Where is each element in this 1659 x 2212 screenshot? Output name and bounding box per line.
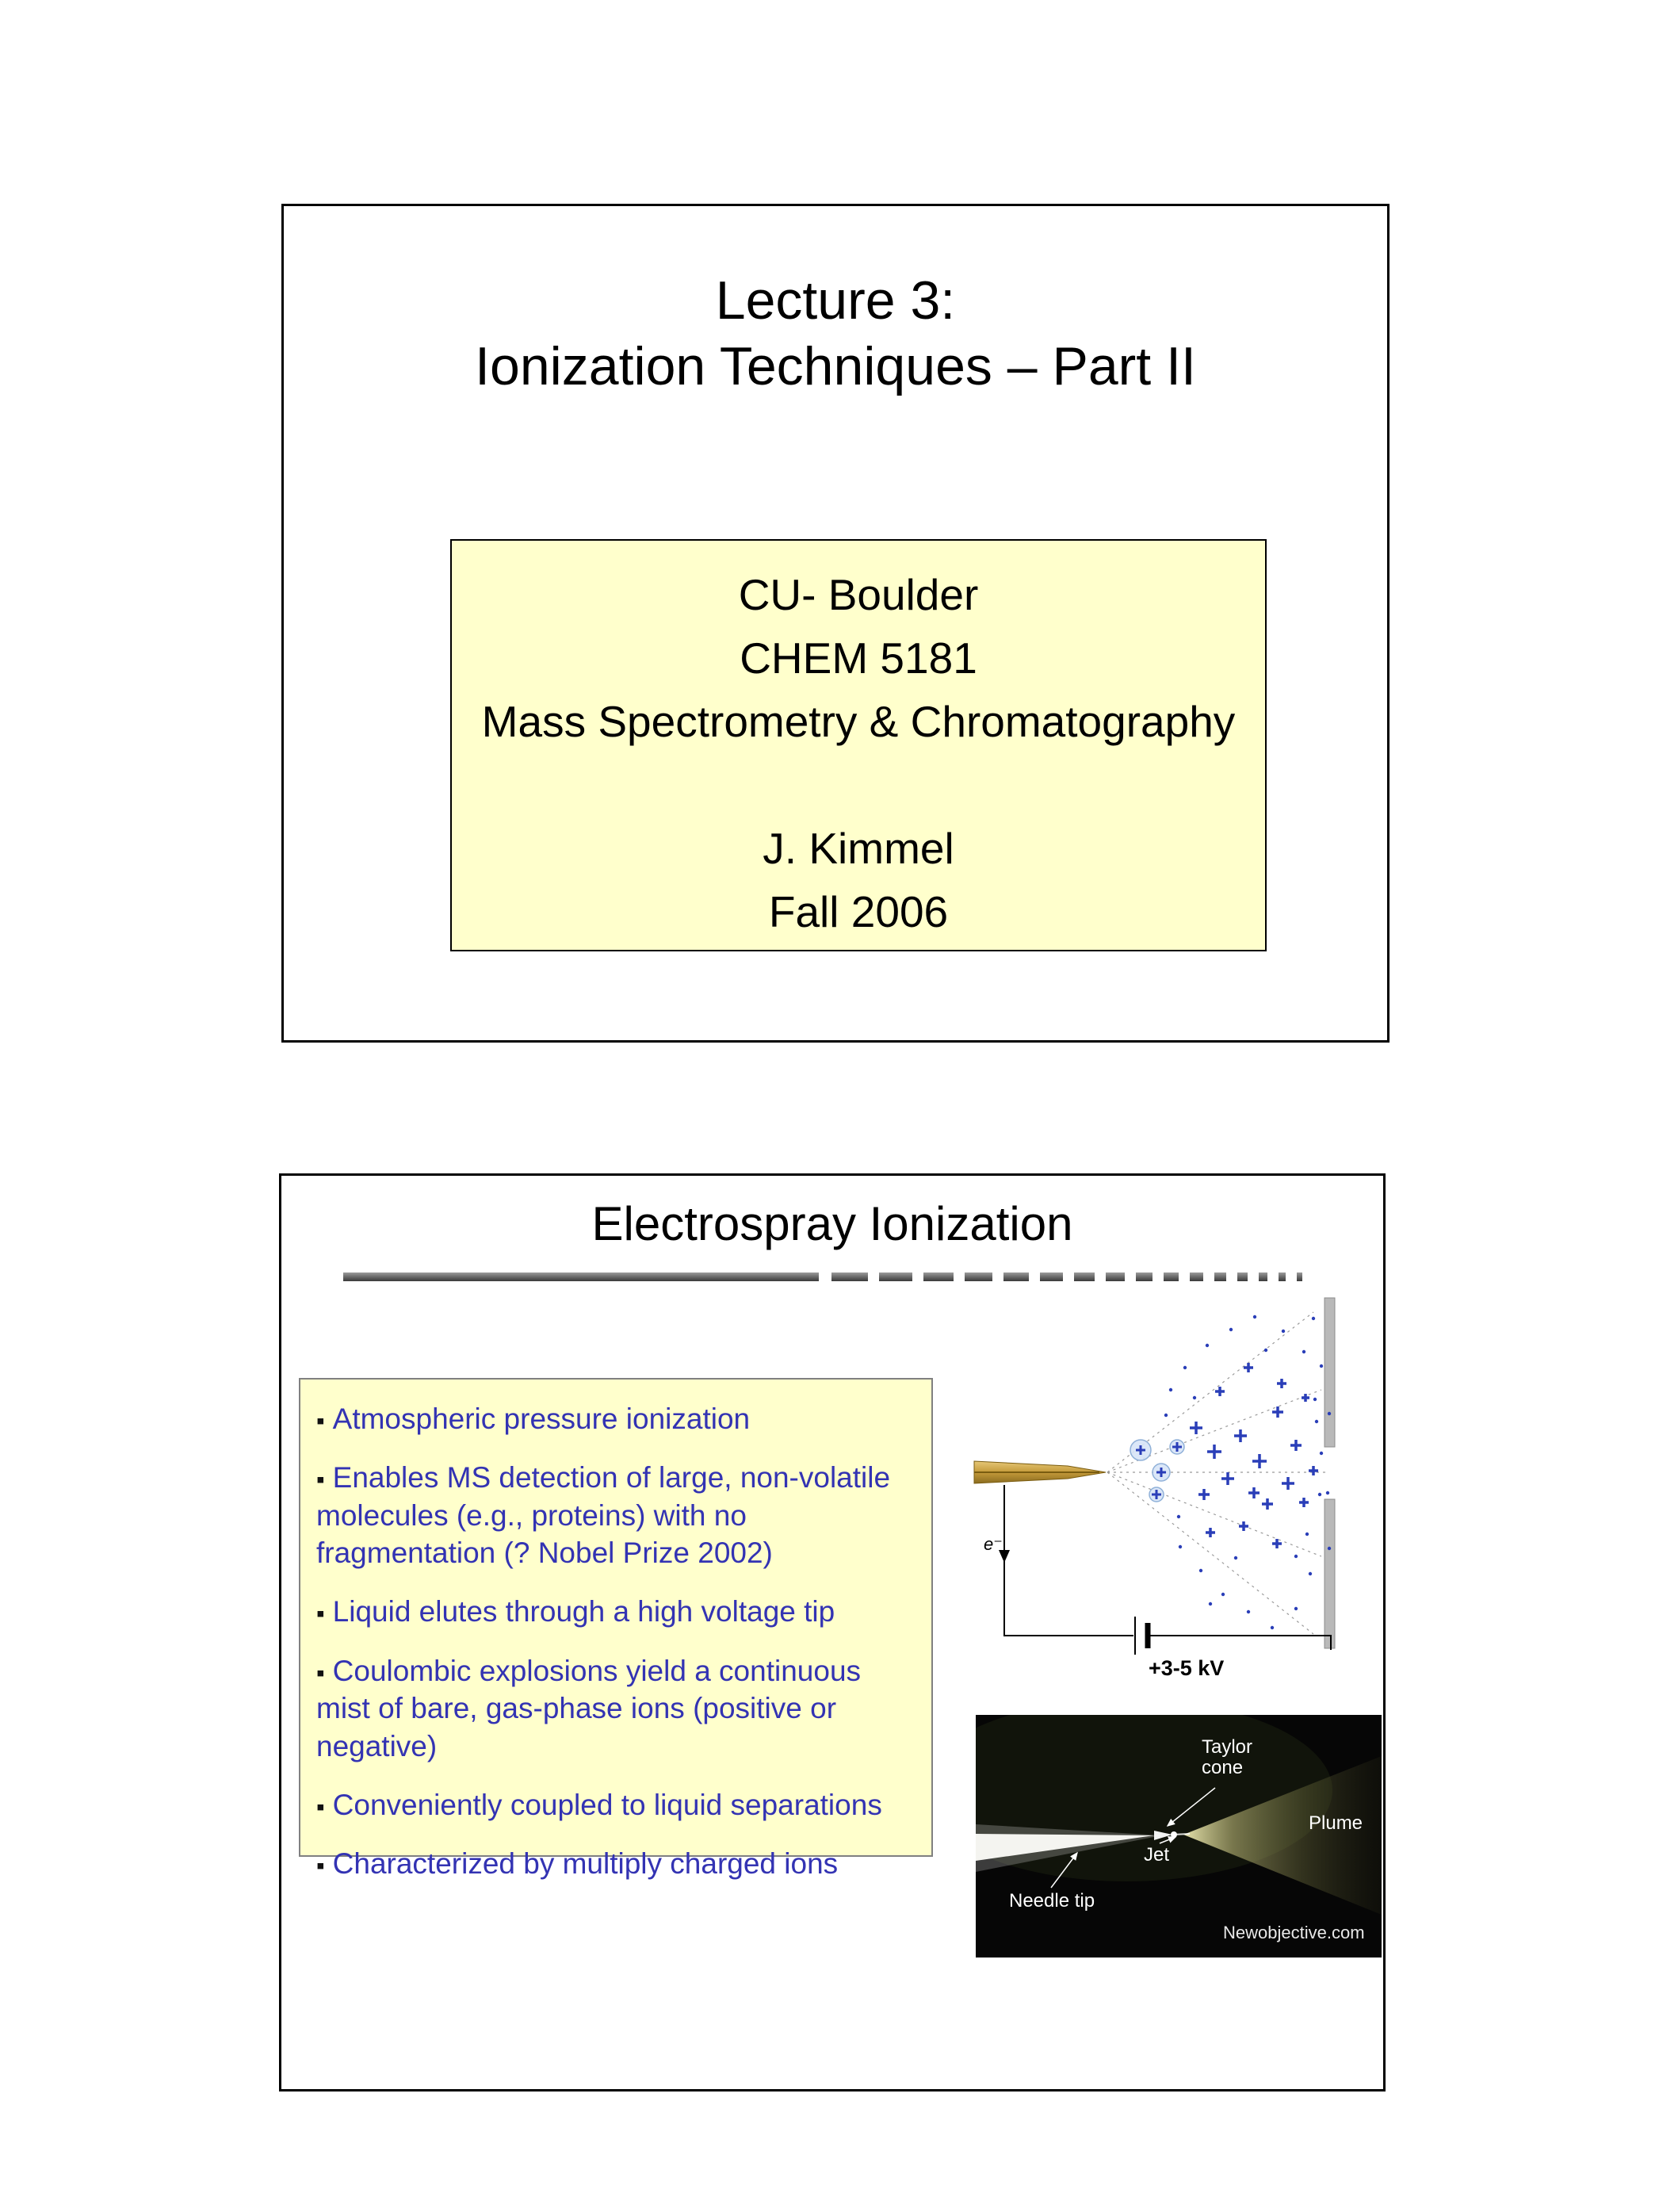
electron-label: e⁻: [984, 1534, 1003, 1554]
photo-credit: Newobjective.com: [1223, 1923, 1365, 1942]
positive-ions-icon: [1190, 1363, 1318, 1548]
bullet-item: ▪ Conveniently coupled to liquid separations: [316, 1786, 917, 1824]
info-line-course: CHEM 5181: [740, 633, 977, 683]
needle-icon: [974, 1461, 1106, 1483]
info-line-term: Fall 2006: [768, 887, 949, 936]
photo-label-plume: Plume: [1309, 1812, 1363, 1834]
title-divider: [343, 1271, 1309, 1284]
info-line-spacer: [452, 753, 1265, 817]
info-line-course-title: Mass Spectrometry & Chromatography: [481, 697, 1236, 746]
esi-photo-image: [976, 1715, 1382, 1958]
slide2-title: Electrospray Ionization: [591, 1197, 1073, 1250]
bullet-box: [299, 1378, 933, 1881]
esi-diagram: [973, 1295, 1339, 1682]
slide-1: [281, 204, 1390, 1043]
lecture-title: [284, 268, 1387, 400]
voltage-label: +3-5 kV: [1149, 1656, 1225, 1680]
circuit-icon: [1004, 1485, 1331, 1655]
bullet-item: ▪ Atmospheric pressure ionization: [316, 1400, 917, 1437]
spray-lines: [1107, 1312, 1326, 1634]
bullet-item: ▪ Characterized by multiply charged ions: [316, 1845, 917, 1882]
photo-label-needle-tip: Needle tip: [1009, 1890, 1095, 1912]
course-info-box: [450, 539, 1267, 951]
photo-label-jet: Jet: [1144, 1844, 1170, 1866]
bullet-item: ▪ Liquid elutes through a high voltage tip: [316, 1593, 917, 1630]
slide-2: [279, 1173, 1386, 2091]
lecture-title-line1: Lecture 3:: [715, 270, 956, 331]
esi-photo: [976, 1715, 1382, 1958]
photo-label-taylor-cone: Taylor cone: [1202, 1736, 1253, 1779]
lecture-title-line2: Ionization Techniques – Part II: [475, 335, 1196, 396]
droplets-icon: [1130, 1440, 1184, 1502]
bullet-item: ▪ Coulombic explosions yield a continuous mist of bare, gas-phase ions (positive or negative): [316, 1652, 917, 1765]
info-line-instructor: J. Kimmel: [763, 824, 954, 873]
bullet-item: ▪ Enables MS detection of large, non-volatile molecules (e.g., proteins) with no fragmentation (? Nobel Prize 2002): [316, 1459, 917, 1571]
collector-plates-icon: [1325, 1298, 1335, 1648]
info-line-institution: CU- Boulder: [738, 570, 979, 619]
